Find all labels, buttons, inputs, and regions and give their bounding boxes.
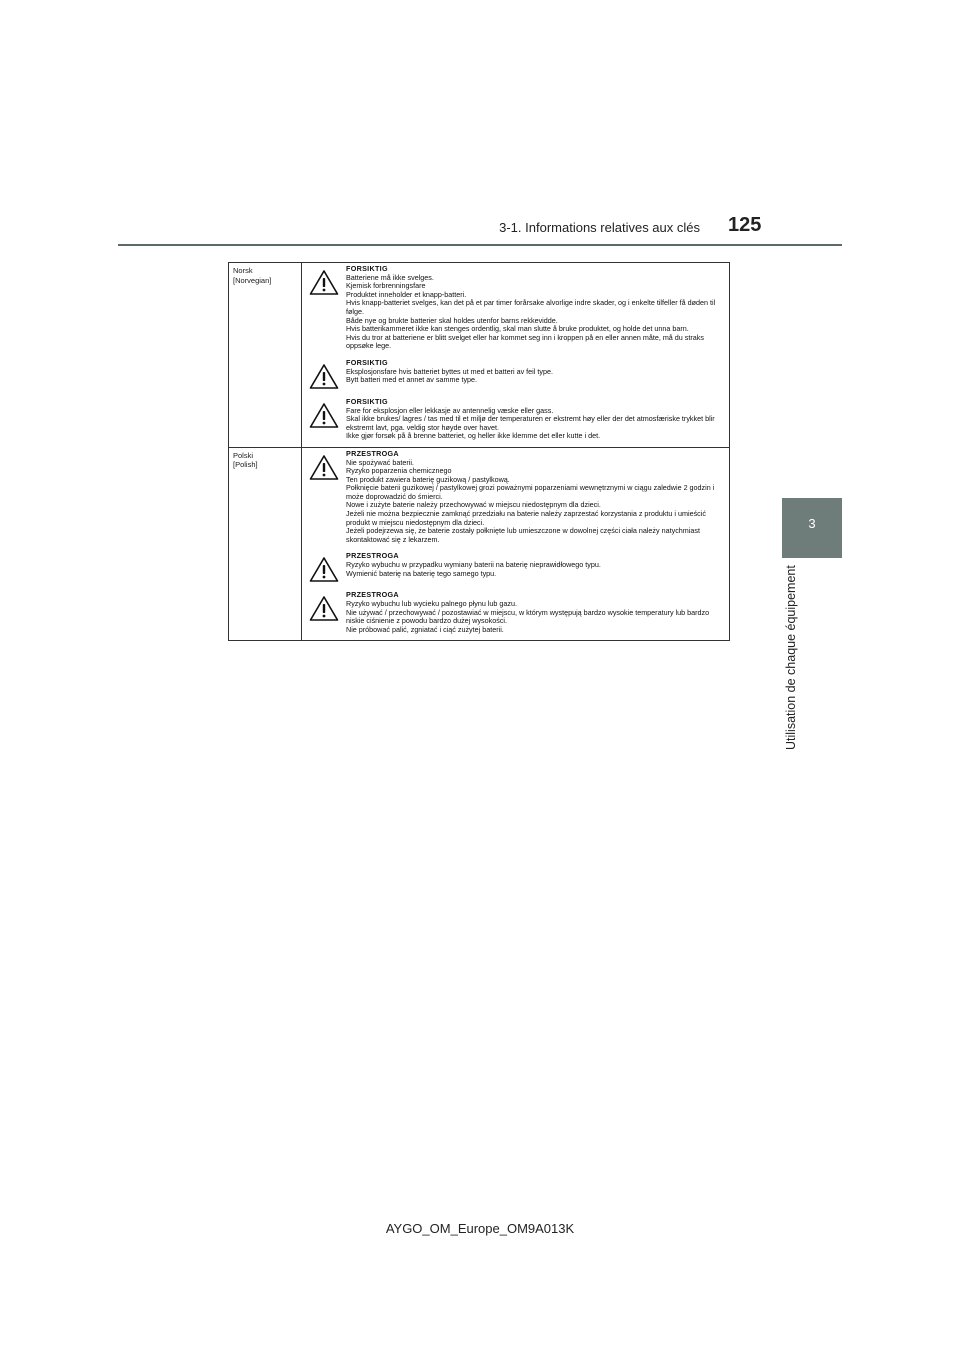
warning-line: Nie próbować palić, zgniatać i ciąć zużytej baterii. xyxy=(346,624,504,634)
header-divider xyxy=(118,244,842,246)
warning-title: FORSIKTIG xyxy=(346,264,388,273)
warning-line: Jeżeli nie można bezpiecznie zamknąć przedziału na baterie należy zaprzestać korzystania z produktu i umieścić produkt w miejscu niedostępnym dla dzieci. xyxy=(346,509,706,527)
warning-line: Nowe i zużyte baterie należy przechowywać w miejscu niedostępnym dla dzieci. xyxy=(346,500,601,510)
warning-triangle-icon xyxy=(302,398,346,441)
warning-triangle-icon xyxy=(302,591,346,634)
warning-line: Kjemisk forbrenningsfare xyxy=(346,281,426,291)
warning-block xyxy=(302,359,725,390)
warning-text xyxy=(346,265,725,351)
warning-triangle-icon xyxy=(302,359,346,390)
warning-line: Fare for eksplosjon eller lekkasje av antennelig væske eller gass. xyxy=(346,405,554,415)
warning-text xyxy=(346,591,725,634)
warning-line: Jeżeli podejrzewa się, że baterie zostały połknięte lub umieszczone w dowolnej części ciała należy natychmiast skontaktować się z lekarzem. xyxy=(346,526,700,544)
page-number: 125 xyxy=(728,214,762,236)
warning-content-cell xyxy=(302,263,730,448)
warning-line: Ryzyko wybuchu lub wycieku palnego płynu lub gazu. xyxy=(346,599,518,609)
document-code: AYGO_OM_Europe_OM9A013K xyxy=(385,1221,575,1236)
warning-line: Ikke gjør forsøk på å brenne batteriet, og heller ikke klemme det eller kutte i det. xyxy=(346,431,601,441)
language-name: Norsk xyxy=(233,266,253,275)
warning-line: Skal ikke brukes/ lagres / tas med til et miljø der temperaturen er ekstremt høy eller der det atmosfæriske trykket blir ekstremt lavt, pga. veldig stor høyde over havet. xyxy=(346,414,715,432)
table-row xyxy=(229,447,730,641)
warning-title: FORSIKTIG xyxy=(346,396,388,406)
warning-line: Hvis du tror at batteriene er blitt svelget eller har kommet seg inn i kroppen på en eller annen måte, må du straks oppsøke lege. xyxy=(346,332,704,351)
warning-block xyxy=(302,450,725,545)
warning-text xyxy=(346,359,725,390)
language-name: Polski xyxy=(233,450,254,460)
warning-title: PRZESTROGA xyxy=(346,448,399,458)
warning-title: FORSIKTIG xyxy=(346,357,388,367)
warning-line: Eksplosjonsfare hvis batteriet byttes ut med et batteri av feil type. xyxy=(346,366,553,376)
warning-line: Batteriene må ikke svelges. xyxy=(346,272,434,282)
language-cell xyxy=(229,447,302,641)
warning-line: Nie spożywać baterii. xyxy=(346,457,414,467)
warning-text xyxy=(346,552,725,583)
warning-content-cell xyxy=(302,447,730,641)
warning-line: Wymienić baterię na baterię tego samego typu. xyxy=(346,568,497,578)
warning-text xyxy=(346,450,725,545)
warning-line: Ten produkt zawiera baterię guzikową / pastylkową. xyxy=(346,474,510,484)
warning-triangle-icon xyxy=(302,450,346,545)
language-cell xyxy=(229,263,302,448)
warning-line: Bytt batteri med et annet av samme type. xyxy=(346,375,478,385)
section-title: 3-1. Informations relatives aux clés xyxy=(499,220,700,235)
warning-line: Hvis batterikammeret ikke kan stenges ordentlig, skal man slutte å bruke produktet, og holde det unna barn. xyxy=(346,324,689,334)
warning-block xyxy=(302,265,725,351)
warning-line: Både nye og brukte batterier skal holdes utenfor barns rekkevidde. xyxy=(346,315,558,325)
warning-text xyxy=(346,398,725,441)
warning-line: Ryzyko wybuchu w przypadku wymiany baterii na baterię nieprawidłowego typu. xyxy=(346,560,601,570)
warning-title: PRZESTROGA xyxy=(346,590,399,600)
warning-line: Połknięcie baterii guzikowej / pastylkowej grozi poważnymi poparzeniami wewnętrznymi w ciągu zaledwie 2 godzin i może doprowadzić do śmierci. xyxy=(346,483,715,501)
warning-block xyxy=(302,398,725,441)
warning-table xyxy=(228,262,730,641)
warning-block xyxy=(302,552,725,583)
language-name-english: [Polish] xyxy=(233,460,258,470)
warning-line: Ryzyko poparzenia chemicznego xyxy=(346,466,452,476)
table-row xyxy=(229,263,730,448)
warning-title: PRZESTROGA xyxy=(346,551,399,561)
chapter-label: Utilisation de chaque équipement xyxy=(784,565,798,750)
warning-triangle-icon xyxy=(302,265,346,351)
warning-line: Hvis knapp-batteriet svelges, kan det på et par timer forårsake alvorlige indre skader, og i enkelte tilfeller få døden til følge. xyxy=(346,298,716,316)
warning-block xyxy=(302,591,725,634)
warning-line: Nie używać / przechowywać / pozostawiać w miejscu, w którym występują bardzo wysokie temperatury lub bardzo niskie ciśnienie z powodu bardzo dużej wysokości. xyxy=(346,607,710,626)
language-name-english: [Norvegian] xyxy=(233,275,272,285)
chapter-number: 3 xyxy=(808,516,816,531)
warning-triangle-icon xyxy=(302,552,346,583)
warning-line: Produktet inneholder et knapp-batteri. xyxy=(346,289,467,299)
